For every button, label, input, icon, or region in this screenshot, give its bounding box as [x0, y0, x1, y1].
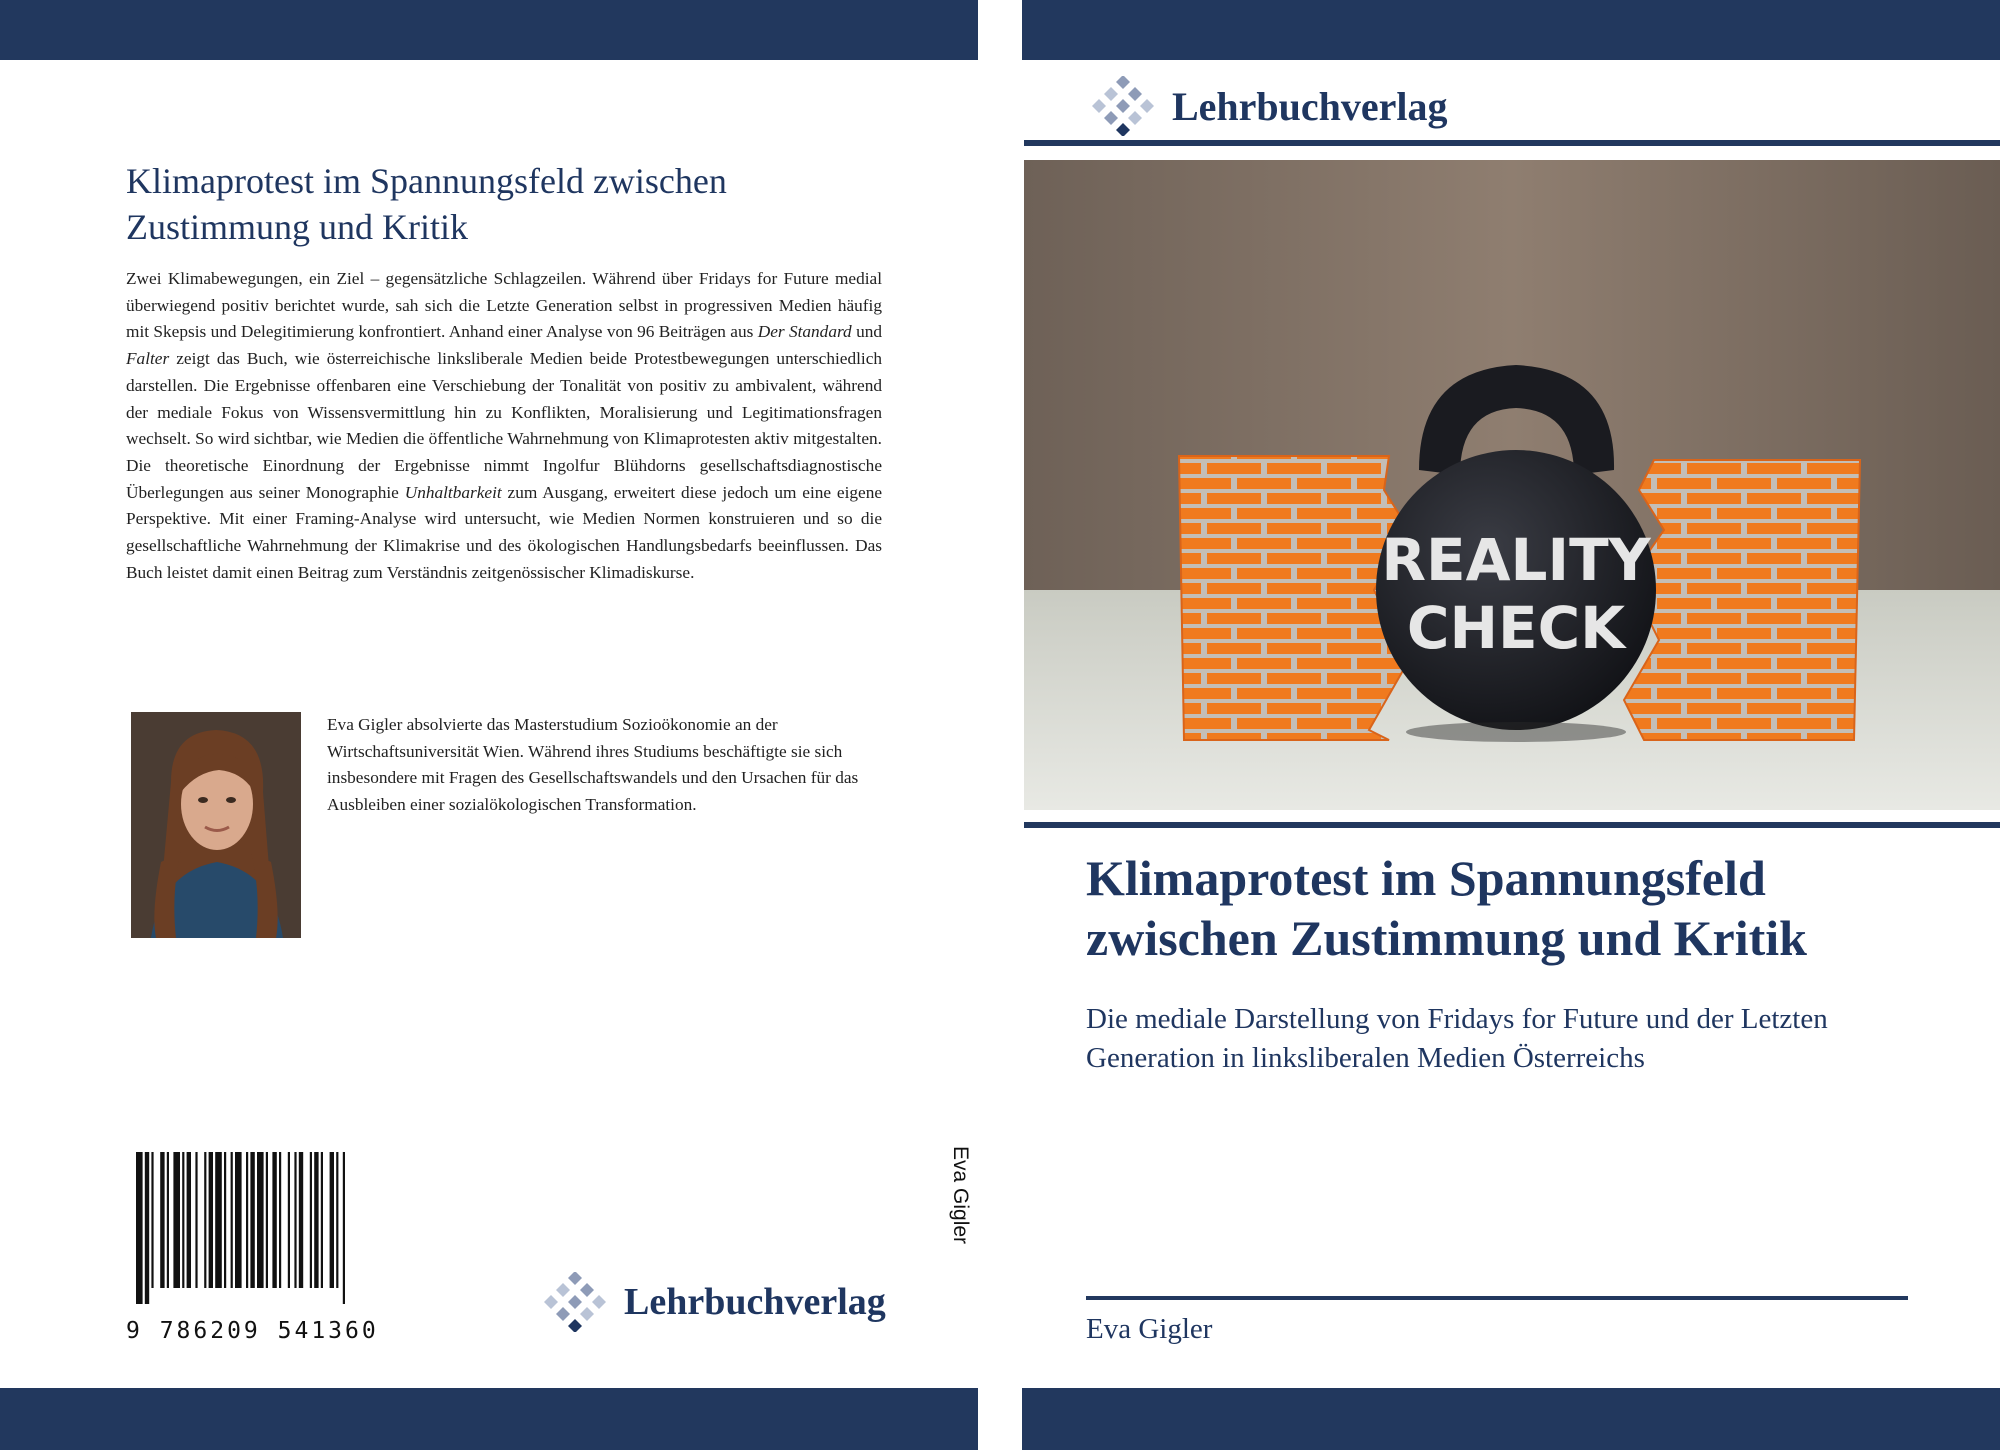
logo-diamond — [1140, 99, 1154, 113]
logo-diamond — [580, 1283, 594, 1297]
barcode-bar — [187, 1152, 191, 1288]
back-publisher-name: Lehrbuchverlag — [624, 1281, 886, 1323]
logo-diamond — [1092, 99, 1106, 113]
barcode-bar — [310, 1152, 312, 1288]
logo-diamond — [1116, 123, 1130, 136]
barcode-bar — [250, 1152, 254, 1288]
publisher-diamond-icon — [536, 1272, 614, 1332]
logo-diamond — [556, 1307, 570, 1321]
barcode-bar — [330, 1152, 334, 1288]
front-top-band — [1022, 0, 2000, 60]
barcode-bar — [257, 1152, 264, 1288]
logo-diamond — [568, 1272, 582, 1285]
barcode-bar — [279, 1152, 281, 1288]
logo-diamond — [556, 1283, 570, 1297]
barcode-bar — [299, 1152, 303, 1288]
back-bottom-band — [0, 1388, 978, 1450]
barcode-bar — [136, 1152, 143, 1304]
barcode-bar — [151, 1152, 153, 1288]
front-rule-mid — [1024, 822, 2000, 828]
logo-diamond — [592, 1295, 606, 1309]
barcode-bar — [314, 1152, 318, 1288]
front-cover-title: Klimaprotest im Spannungsfeld zwischen Zustimmung und Kritik — [1086, 850, 1807, 966]
front-cover-image — [1024, 160, 2000, 810]
barcode-bar — [272, 1152, 276, 1288]
barcode-bar — [182, 1152, 184, 1288]
barcode-bar — [145, 1152, 149, 1304]
barcode-bar — [224, 1152, 226, 1288]
logo-diamond — [544, 1295, 558, 1309]
logo-diamond — [1128, 87, 1142, 101]
front-cover-author: Eva Gigler — [1086, 1313, 1213, 1345]
back-publisher-logo — [536, 1272, 886, 1332]
barcode-bar — [246, 1152, 248, 1288]
author-bio: Eva Gigler absolvierte das Masterstudium Sozioökonomie an der Wirtschaftsuniversität Wien. Während ihres Studiums beschäftigte sie sich insbesondere mit Fragen des Gesellschaftswandels und den Ursachen für das Ausbleiben einer sozialökologischen Transformation. — [327, 715, 859, 815]
author-portrait-icon — [131, 712, 301, 938]
barcode-bar — [195, 1152, 197, 1288]
barcode-bar — [167, 1152, 169, 1288]
back-top-band — [0, 0, 978, 60]
isbn-barcode — [136, 1152, 454, 1304]
spine-author: Eva Gigler — [949, 1146, 972, 1245]
barcode-bar — [160, 1152, 164, 1288]
logo-diamond — [1116, 99, 1130, 113]
front-cover-subtitle: Die mediale Darstellung von Fridays for Future und der Letzten Generation in linksliberalen Medien Österreichs — [1086, 1003, 1828, 1074]
front-rule-top — [1024, 140, 2000, 146]
barcode-bar — [215, 1152, 222, 1288]
barcode-bar — [321, 1152, 323, 1288]
barcode-bar — [294, 1152, 296, 1288]
barcode-bar — [343, 1152, 345, 1304]
check-text: CHECK — [1406, 594, 1626, 662]
logo-diamond — [568, 1319, 582, 1332]
front-rule-author — [1086, 1296, 1908, 1300]
logo-diamond — [1116, 76, 1130, 89]
logo-diamond — [1128, 111, 1142, 125]
barcode-bar — [173, 1152, 180, 1288]
barcode-bar — [209, 1152, 213, 1288]
barcode-bar — [235, 1152, 242, 1288]
front-publisher-name: Lehrbuchverlag — [1172, 83, 1448, 129]
isbn-digits: 9 786209 541360 — [126, 1318, 379, 1344]
front-bottom-band — [1022, 1388, 2000, 1450]
publisher-diamond-icon — [1084, 76, 1162, 136]
front-publisher-logo — [1084, 76, 1448, 136]
logo-diamond — [1104, 111, 1118, 125]
logo-diamond — [580, 1307, 594, 1321]
back-cover-title: Klimaprotest im Spannungsfeld zwischen Zustimmung und Kritik — [126, 161, 727, 247]
barcode-bar — [266, 1152, 268, 1288]
barcode-bar — [231, 1152, 233, 1288]
barcode-bar — [336, 1152, 338, 1288]
reality-text: REALITY — [1381, 526, 1651, 594]
reality-check-illustration — [1024, 160, 2000, 810]
barcode-bar — [204, 1152, 206, 1288]
barcode-icon — [136, 1152, 454, 1304]
logo-diamond — [1104, 87, 1118, 101]
back-cover-blurb: Zwei Klimabewegungen, ein Ziel – gegensätzliche Schlagzeilen. Während über Fridays for Future medial überwiegend positiv berichtet wurde, sah sich die Letzte Generation selbst in progressiven Medien häufig mit Skepsis und Delegitimierung konfrontiert. Anhand einer Analyse von 96 Beiträgen aus Der Standard und Falter zeigt das Buch, wie österreichische linksliberale Medien beide Protestbewegungen unterschiedlich darstellen. Die Ergebnisse offenbaren eine Verschiebung der Tonalität von positiv zu ambivalent, während der mediale Fokus von Wissensvermittlung hin zu Konflikten, Moralisierung und Legitimationsfragen wechselt. So wird sichtbar, wie Medien die öffentliche Wahrnehmung von Klimaprotesten aktiv mitgestalten. Die theoretische Einordnung der Ergebnisse nimmt Ingolfur Blühdorns gesellschaftsdiagnostische Überlegungen aus seiner Monographie Unhaltbarkeit zum Ausgang, erweitert diese jedoch um eine eigene Perspektive. Mit einer Framing-Analyse wird untersucht, wie Medien Normen konstruieren und so die gesellschaftliche Wahrnehmung der Klimakrise und des ökologischen Handlungsbedarfs beeinflussen. Das Buch leistet damit einen Beitrag zum Verständnis zeitgenössischer Klimadiskurse. — [126, 269, 883, 582]
author-photo — [131, 712, 301, 938]
logo-diamond — [568, 1295, 582, 1309]
barcode-bar — [288, 1152, 290, 1288]
